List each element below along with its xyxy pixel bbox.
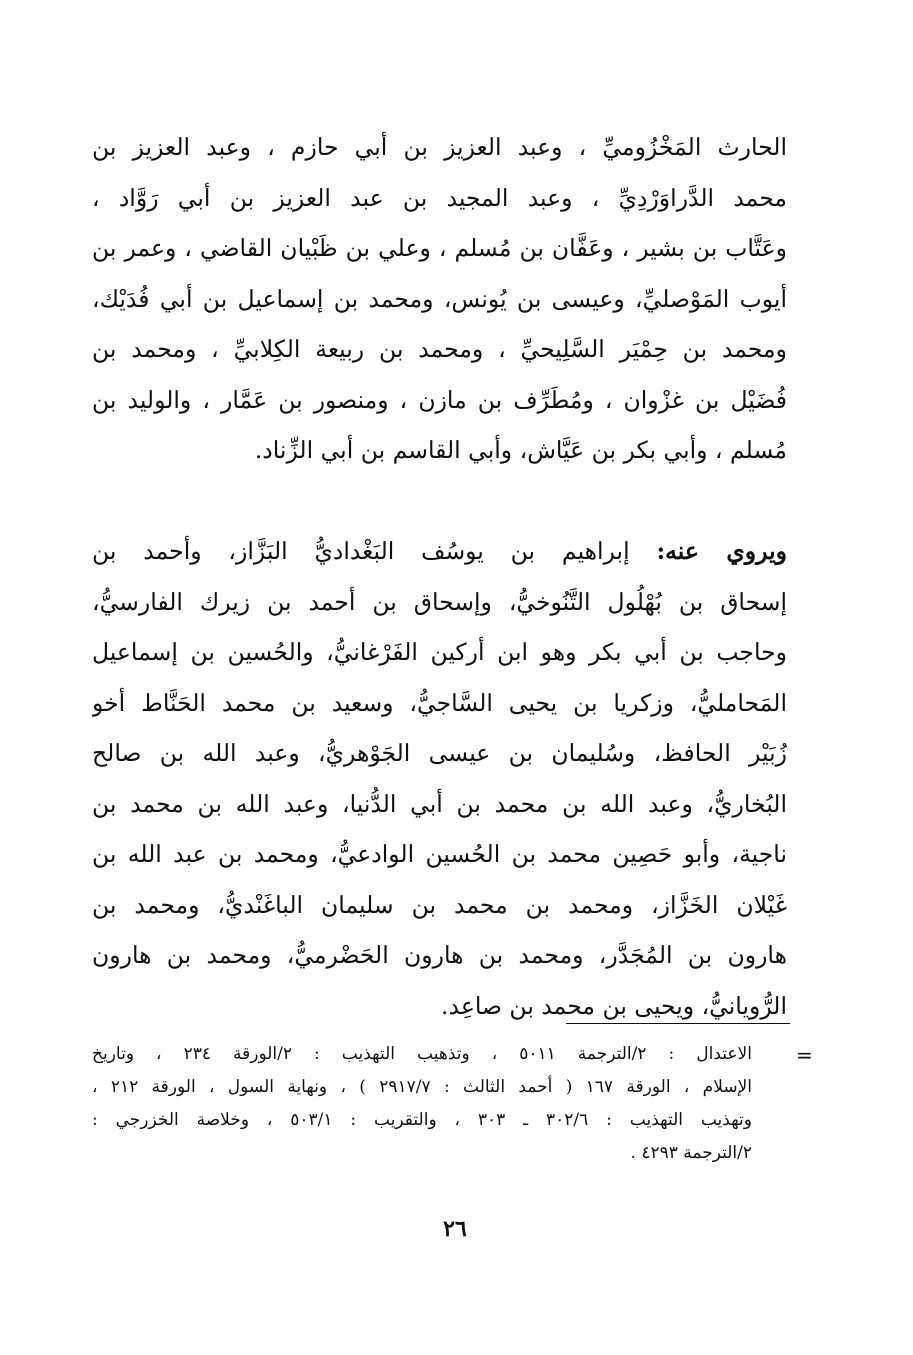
page-number: ٢٦ [443,1216,467,1242]
footnote-line: الاعتدال : ٢/الترجمة ٥٠١١ ، وتذهيب التهذيب : ٢/الورقة ٢٣٤ ، وتاريخ [92,1044,752,1064]
text-line: ومحمد بن حِمْيَر السَّلِيحيِّ ، ومحمد بن ربيعة الكِلابيِّ ، ومحمد بن [92,335,787,363]
footnote-line: وتهذيب التهذيب : ٣٠٢/٦ ـ ٣٠٣ ، والتقريب : ٥٠٣/١ ، وخلاصة الخزرجي : [92,1110,752,1130]
text-line: المَحامليُّ، وزكريا بن يحيى السَّاجيُّ، وسعيد بن محمد الحَنَّاط أخو [92,688,787,717]
text-line: محمد الدَّراوَرْدِيِّ ، وعبد المجيد بن عبد العزيز بن أبي رَوَّاد ، [92,183,787,212]
text-line: أيوب المَوْصليِّ، وعيسى بن يُونس، ومحمد بن إسماعيل بن أبي فُدَيْك، [92,284,787,313]
text-line: ناجية، وأبو حَصِين محمد بن الحُسين الوادعيُّ، ومحمد بن عبد الله بن [92,840,787,868]
text-line-first [92,526,787,577]
text-line: البُخاريُّ، وعبد الله بن محمد بن أبي الدُّنيا، وعبد الله بن محمد بن [92,789,787,818]
text-line: زُبَيْر الحافظ، وسُليمان بن عيسى الجَوْهريُّ، وعبد الله بن صالح [92,739,787,767]
text-line: فُضَيْل بن غزْوان ، ومُطَرِّف بن مازن ، ومنصور بن عَمَّار ، والوليد بن [92,385,787,414]
text-line: مُسلم ، وأبي بكر بن عَيَّاش، وأبي القاسم بن أبي الزِّناد. [254,436,787,464]
lead-phrase: ويروي عنه: [656,537,787,565]
text-line: وحاجب بن أبي بكر وهو ابن أركين الفَرْغانيُّ، والحُسين بن إسماعيل [92,638,787,666]
text-line: هارون بن المُجَدَّر، ومحمد بن هارون الحَضْرميُّ، ومحمد بن هارون [92,941,787,969]
text-line: الحارث المَخْزُوميِّ ، وعبد العزيز بن أبي حازم ، وعبد العزيز بن [92,133,787,161]
footnote-continuation-marker: = [796,1043,813,1067]
text-line: إسحاق بن بُهْلُول التَّنُوخيُّ، وإسحاق بن أحمد بن زيرك الفارسيُّ، [92,587,787,616]
footnote-line: ٢/الترجمة ٤٢٩٣ . [630,1143,752,1163]
text-line: الرُّويانيُّ، ويحيى بن محمد بن صاعِد. [441,991,787,1020]
footnote [92,1038,752,1170]
text-line: غَيْلان الخَزَّاز، ومحمد بن محمد بن سليمان الباغَنْديُّ، ومحمد بن [92,890,787,919]
first-line-text: إبراهيم بن يوسُف البَغْداديُّ البَزَّاز، وأحمد بن [92,537,657,565]
paragraph-narrates-from [92,122,787,476]
paragraph-narrated-by [92,526,787,1031]
footnote-line: الإسلام ، الورقة ١٦٧ ( أحمد الثالث : ٢٩١٧/٧ ) ، ونهاية السول ، الورقة ٢١٢ ، [92,1077,752,1097]
footnote-divider [566,1023,790,1024]
text-line: وعَتَّاب بن بشير ، وعَفَّان بن مُسلم ، وعلي بن ظَبْيان القاضي ، وعمر بن [92,234,787,262]
